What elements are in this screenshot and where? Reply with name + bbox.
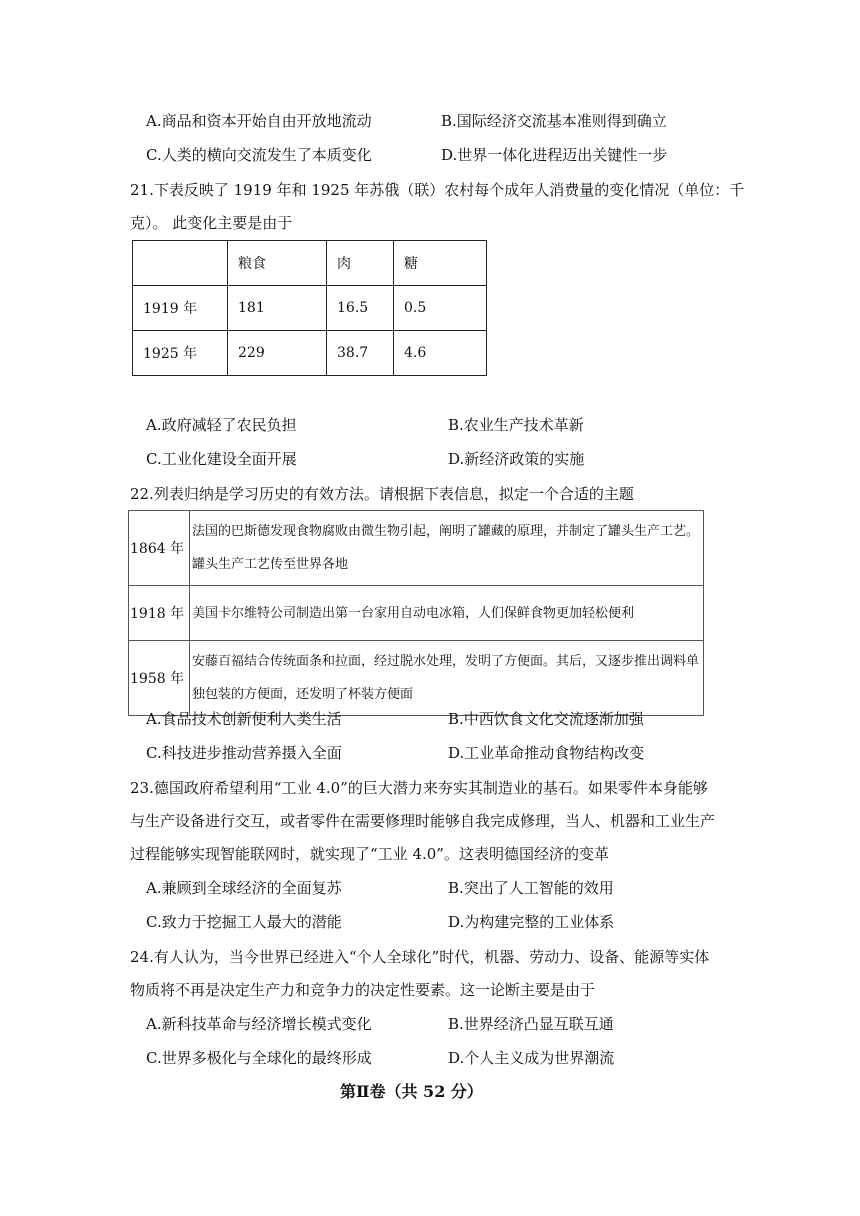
table-cell: 229 [228, 331, 327, 376]
q22-stem: 22.列表归纳是学习历史的有效方法。请根据下表信息，拟定一个合适的主题 [130, 485, 634, 503]
table-header-cell: 肉 [327, 241, 394, 286]
q24-option-a: A.新科技革命与经济增长模式变化 [146, 1015, 372, 1033]
table-cell-text: 美国卡尔维特公司制造出第一台家用自动电冰箱，人们保鲜食物更加轻松便利 [190, 586, 704, 641]
q24-stem-line1: 24.有人认为，当今世界已经进入“个人全球化”时代，机器、劳动力、设备、能源等实体 [130, 948, 710, 966]
table-header-row [133, 241, 487, 286]
table-header-cell: 糖 [394, 241, 487, 286]
q23-option-a: A.兼顾到全球经济的全面复苏 [146, 879, 342, 897]
section-heading: 第Ⅱ卷（共 52 分） [340, 1082, 483, 1101]
table-cell: 1919 年 [133, 286, 228, 331]
q21-stem-line2: 克）。 此变化主要是由于 [130, 214, 293, 232]
table-cell-year: 1918 年 [129, 586, 190, 641]
table-cell: 38.7 [327, 331, 394, 376]
q24-option-c: C.世界多极化与全球化的最终形成 [146, 1049, 372, 1067]
table-cell: 4.6 [394, 331, 487, 376]
q22-option-b: B.中西饮食文化交流逐渐加强 [448, 710, 644, 728]
table-row [129, 586, 704, 641]
q22-history-table [128, 510, 704, 716]
table-cell: 16.5 [327, 286, 394, 331]
table-row [129, 511, 704, 586]
q23-option-c: C.致力于挖掘工人最大的潜能 [146, 913, 342, 931]
table-cell-text: 安藤百福结合传统面条和拉面，经过脱水处理，发明了方便面。其后，又逐步推出调料单独包装的方便面，还发明了杯装方便面 [190, 641, 704, 716]
q24-option-d: D.个人主义成为世界潮流 [448, 1049, 615, 1067]
table-header-cell: 粮食 [228, 241, 327, 286]
table-cell-year: 1864 年 [129, 511, 190, 586]
table-cell [133, 241, 228, 286]
q23-stem-line1: 23.德国政府希望利用“工业 4.0”的巨大潜力来夯实其制造业的基石。如果零件本身能够 [130, 779, 708, 797]
q21-option-a: A.政府减轻了农民负担 [146, 416, 297, 434]
q21-consumption-table [132, 240, 487, 376]
table-cell: 0.5 [394, 286, 487, 331]
q24-stem-line2: 物质将不再是决定生产力和竞争力的决定性要素。这一论断主要是由于 [130, 981, 596, 999]
q24-option-b: B.世界经济凸显互联互通 [448, 1015, 614, 1033]
table-cell: 1925 年 [133, 331, 228, 376]
q20-option-b: B.国际经济交流基本准则得到确立 [441, 112, 667, 130]
q20-option-d: D.世界一体化进程迈出关键性一步 [441, 146, 668, 164]
q23-stem-line2: 与生产设备进行交互，或者零件在需要修理时能够自我完成修理，当人、机器和工业生产 [130, 812, 716, 830]
q21-option-c: C.工业化建设全面开展 [146, 450, 297, 468]
q22-option-a: A.食品技术创新便利人类生活 [146, 710, 342, 728]
table-row [129, 641, 704, 716]
q22-option-d: D.工业革命推动食物结构改变 [448, 744, 645, 762]
q21-option-b: B.农业生产技术革新 [448, 416, 584, 434]
q23-option-d: D.为构建完整的工业体系 [448, 913, 615, 931]
q21-stem-line1: 21.下表反映了 1919 年和 1925 年苏俄（联）农村每个成年人消费量的变化情况（单位：千 [130, 181, 745, 199]
table-row [133, 286, 487, 331]
q21-option-d: D.新经济政策的实施 [448, 450, 585, 468]
table-cell: 181 [228, 286, 327, 331]
table-cell-year: 1958 年 [129, 641, 190, 716]
q20-option-a: A.商品和资本开始自由开放地流动 [146, 112, 372, 130]
table-row [133, 331, 487, 376]
q20-option-c: C.人类的横向交流发生了本质变化 [146, 146, 372, 164]
q23-stem-line3: 过程能够实现智能联网时，就实现了“工业 4.0”。这表明德国经济的变革 [130, 845, 609, 863]
table-cell-text: 法国的巴斯德发现食物腐败由微生物引起，阐明了罐藏的原理，并制定了罐头生产工艺。罐头生产工艺传至世界各地 [190, 511, 704, 586]
q23-option-b: B.突出了人工智能的效用 [448, 879, 614, 897]
q22-option-c: C.科技进步推动营养摄入全面 [146, 744, 342, 762]
